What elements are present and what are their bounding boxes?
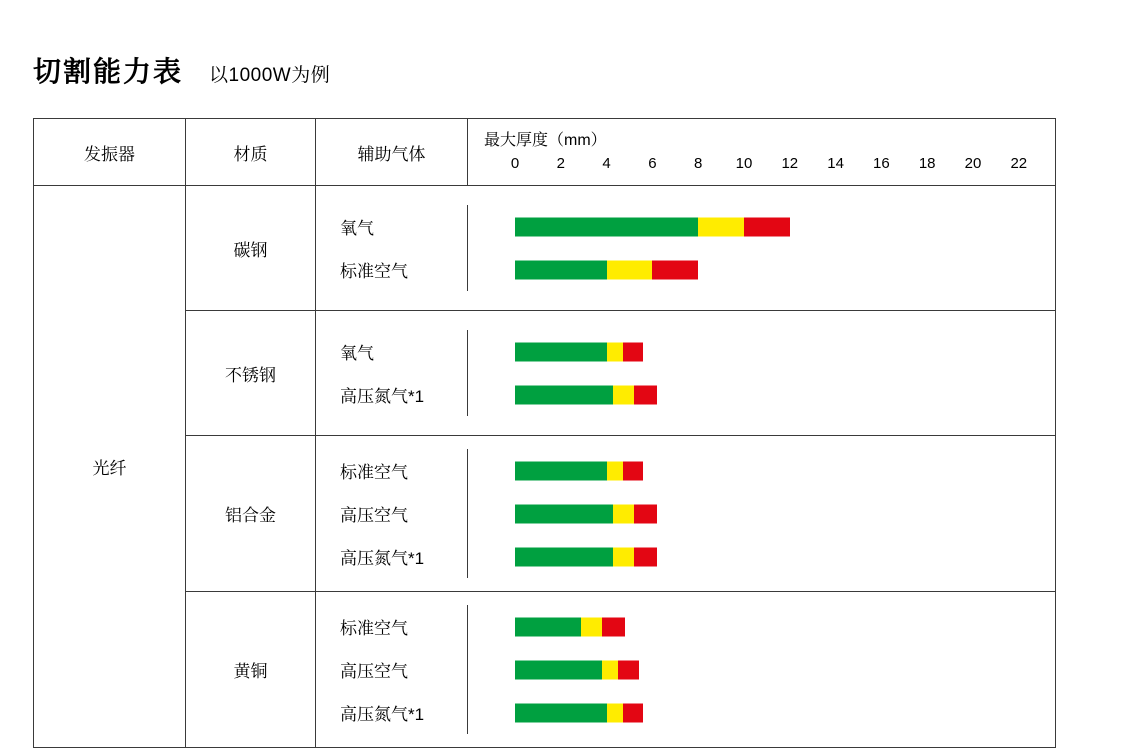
bar-segment-yellow bbox=[613, 385, 634, 404]
bar-segment-red bbox=[652, 260, 698, 279]
cell-gas: 标准空气 bbox=[316, 449, 468, 492]
capability-bar bbox=[515, 461, 643, 480]
capability-bar bbox=[515, 342, 643, 361]
bar-segment-green bbox=[515, 703, 607, 722]
cell-gas: 氧气 bbox=[316, 205, 468, 248]
bar-segment-green bbox=[515, 504, 613, 523]
bar-cell bbox=[468, 205, 1055, 248]
table-row bbox=[316, 205, 1055, 248]
axis-tick-6: 6 bbox=[648, 155, 657, 172]
cell-material: 不锈钢 bbox=[186, 311, 316, 435]
gas-rows bbox=[316, 592, 1055, 747]
title-subtitle: 以1000W为例 bbox=[209, 65, 331, 86]
table-body bbox=[34, 186, 1055, 747]
cell-gas: 高压氮气*1 bbox=[316, 373, 468, 416]
header-gas: 辅助气体 bbox=[316, 119, 468, 185]
bar-segment-red bbox=[623, 461, 644, 480]
table-row bbox=[316, 248, 1055, 291]
axis-tick-4: 4 bbox=[602, 155, 611, 172]
bar-cell bbox=[468, 605, 1055, 648]
axis-tick-10: 10 bbox=[735, 155, 753, 172]
title-main: 切割能力表 bbox=[33, 56, 184, 87]
capability-bar bbox=[515, 504, 657, 523]
table-row bbox=[316, 449, 1055, 492]
bar-segment-red bbox=[602, 617, 625, 636]
capability-bar bbox=[515, 260, 698, 279]
bar-cell bbox=[468, 449, 1055, 492]
bar-segment-red bbox=[623, 703, 644, 722]
bar-segment-red bbox=[634, 504, 657, 523]
axis-tick-14: 14 bbox=[827, 155, 844, 172]
table-row bbox=[316, 605, 1055, 648]
cell-gas: 高压氮气*1 bbox=[316, 691, 468, 734]
bar-segment-green bbox=[515, 617, 581, 636]
cell-gas: 高压氮气*1 bbox=[316, 535, 468, 578]
axis-title: 最大厚度（mm） bbox=[484, 132, 607, 149]
table-row bbox=[316, 648, 1055, 691]
bar-segment-red bbox=[744, 217, 790, 236]
capability-table bbox=[33, 118, 1056, 748]
gas-rows bbox=[316, 311, 1055, 435]
bar-segment-yellow bbox=[613, 547, 634, 566]
material-sections bbox=[186, 186, 1055, 747]
bar-segment-yellow bbox=[602, 660, 618, 679]
capability-bar bbox=[515, 703, 643, 722]
cell-material: 黄铜 bbox=[186, 592, 316, 747]
cell-oscillator: 光纤 bbox=[34, 186, 186, 747]
bar-segment-red bbox=[634, 547, 657, 566]
page-title bbox=[33, 50, 330, 90]
cell-gas: 标准空气 bbox=[316, 248, 468, 291]
bar-cell bbox=[468, 373, 1055, 416]
axis-tick-labels bbox=[468, 155, 1055, 179]
axis-tick-0: 0 bbox=[510, 155, 520, 172]
bar-segment-yellow bbox=[581, 617, 602, 636]
bar-segment-green bbox=[515, 342, 607, 361]
table-row bbox=[316, 691, 1055, 734]
axis-tick-8: 8 bbox=[694, 155, 703, 172]
cell-gas: 标准空气 bbox=[316, 605, 468, 648]
material-section bbox=[186, 592, 1055, 747]
cell-gas: 氧气 bbox=[316, 330, 468, 373]
bar-segment-yellow bbox=[613, 504, 634, 523]
gas-rows bbox=[316, 186, 1055, 310]
bar-segment-yellow bbox=[607, 342, 623, 361]
capability-bar bbox=[515, 617, 625, 636]
bar-segment-red bbox=[634, 385, 657, 404]
material-section bbox=[186, 186, 1055, 311]
bar-segment-yellow bbox=[607, 461, 623, 480]
gas-rows bbox=[316, 436, 1055, 591]
bar-segment-yellow bbox=[607, 260, 653, 279]
bar-segment-green bbox=[515, 385, 613, 404]
header-axis bbox=[468, 119, 1055, 185]
bar-segment-yellow bbox=[698, 217, 744, 236]
bar-segment-yellow bbox=[607, 703, 623, 722]
material-section bbox=[186, 436, 1055, 592]
bar-cell bbox=[468, 492, 1055, 535]
bar-segment-green bbox=[515, 217, 698, 236]
table-row bbox=[316, 330, 1055, 373]
table-row bbox=[316, 373, 1055, 416]
cell-gas: 高压空气 bbox=[316, 648, 468, 691]
axis-tick-18: 18 bbox=[918, 155, 936, 172]
header-oscillator: 发振器 bbox=[34, 119, 186, 185]
axis-tick-22: 22 bbox=[1010, 155, 1028, 172]
capability-bar bbox=[515, 660, 639, 679]
bar-cell bbox=[468, 330, 1055, 373]
table-row bbox=[316, 535, 1055, 578]
material-section bbox=[186, 311, 1055, 436]
capability-bar bbox=[515, 385, 657, 404]
axis-tick-2: 2 bbox=[556, 155, 565, 172]
cell-material: 碳钢 bbox=[186, 186, 316, 310]
capability-bar bbox=[515, 217, 790, 236]
axis-tick-16: 16 bbox=[873, 155, 890, 172]
table-row bbox=[316, 492, 1055, 535]
bar-segment-green bbox=[515, 461, 607, 480]
bar-segment-red bbox=[618, 660, 639, 679]
bar-cell bbox=[468, 535, 1055, 578]
bar-segment-red bbox=[623, 342, 644, 361]
table-header-row bbox=[34, 119, 1055, 186]
axis-tick-20: 20 bbox=[964, 155, 982, 172]
bar-segment-green bbox=[515, 547, 613, 566]
bar-cell bbox=[468, 691, 1055, 734]
bar-segment-green bbox=[515, 260, 607, 279]
axis-tick-12: 12 bbox=[781, 155, 799, 172]
header-material: 材质 bbox=[186, 119, 316, 185]
bar-segment-green bbox=[515, 660, 602, 679]
cell-material: 铝合金 bbox=[186, 436, 316, 591]
bar-cell bbox=[468, 248, 1055, 291]
cell-gas: 高压空气 bbox=[316, 492, 468, 535]
capability-bar bbox=[515, 547, 657, 566]
bar-cell bbox=[468, 648, 1055, 691]
